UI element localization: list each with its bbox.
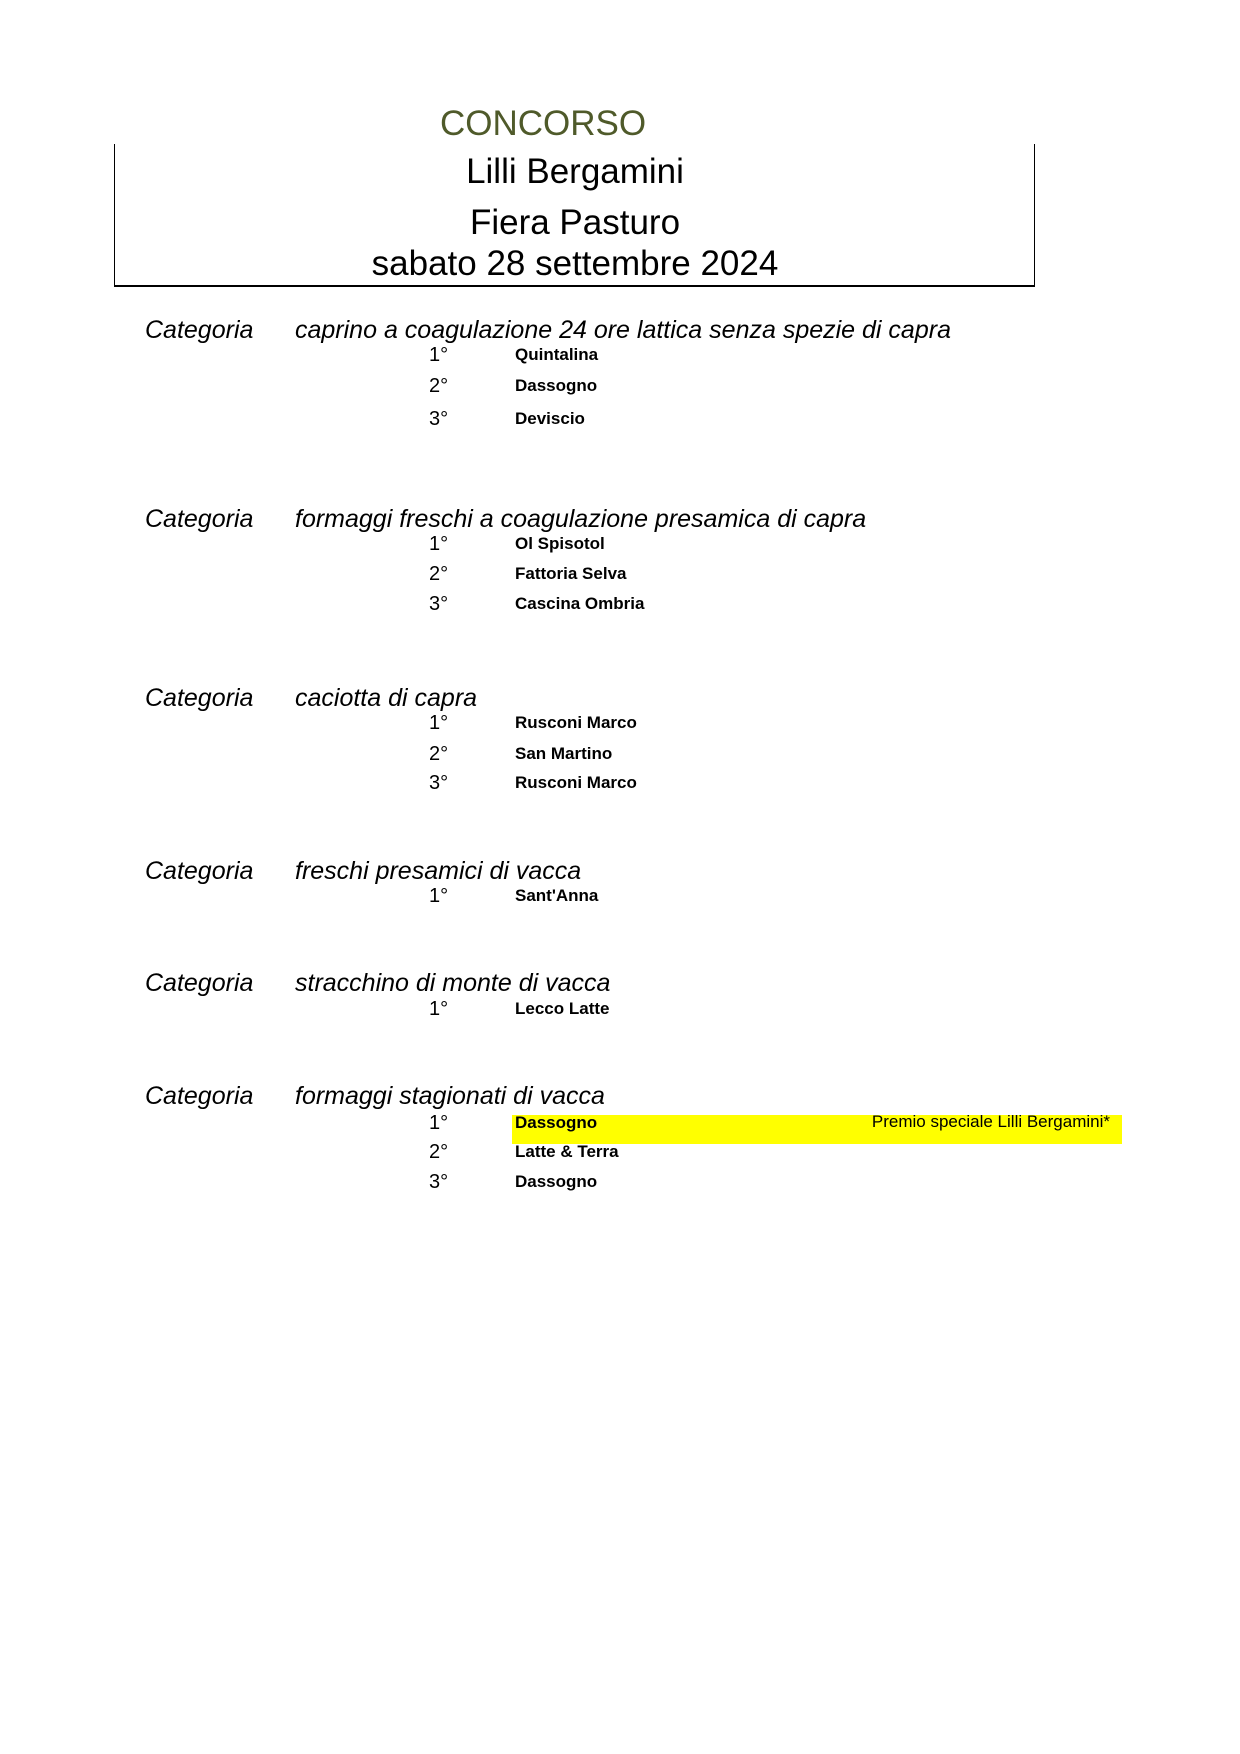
winner-name: Deviscio bbox=[515, 409, 585, 428]
rank: 3° bbox=[429, 772, 449, 794]
rank: 1° bbox=[429, 712, 449, 734]
winner-name: Latte & Terra bbox=[515, 1142, 619, 1161]
winner-name: Rusconi Marco bbox=[515, 713, 637, 732]
category-label: Categoria bbox=[145, 684, 254, 712]
contest-label: CONCORSO bbox=[440, 104, 647, 143]
winner-name: Rusconi Marco bbox=[515, 773, 637, 792]
rank: 2° bbox=[429, 743, 449, 765]
winner-name: Quintalina bbox=[515, 345, 599, 364]
category-label: Categoria bbox=[145, 969, 254, 997]
winner-name: Ol Spisotol bbox=[515, 534, 605, 553]
category-label: Categoria bbox=[145, 1082, 254, 1110]
rank: 1° bbox=[429, 533, 449, 555]
winner-name: Lecco Latte bbox=[515, 999, 610, 1018]
rank: 2° bbox=[429, 563, 449, 585]
winner-name: Sant'Anna bbox=[515, 886, 599, 905]
rank: 1° bbox=[429, 998, 449, 1020]
special-prize-note: Premio speciale Lilli Bergamini* bbox=[871, 1112, 1110, 1131]
category-name: formaggi stagionati di vacca bbox=[295, 1082, 605, 1110]
category-label: Categoria bbox=[145, 857, 254, 885]
category-name: freschi presamici di vacca bbox=[295, 857, 582, 885]
rank: 2° bbox=[429, 375, 449, 397]
category-name: stracchino di monte di vacca bbox=[295, 969, 611, 997]
rank: 2° bbox=[429, 1141, 449, 1163]
winner-name: Dassogno bbox=[515, 1172, 598, 1191]
rank: 1° bbox=[429, 344, 449, 366]
category-name: formaggi freschi a coagulazione presamica di capra bbox=[295, 505, 867, 533]
event-date: sabato 28 settembre 2024 bbox=[371, 244, 779, 283]
winner-name: Fattoria Selva bbox=[515, 564, 627, 583]
category-label: Categoria bbox=[145, 316, 254, 344]
category-label: Categoria bbox=[145, 505, 254, 533]
event-name: Fiera Pasturo bbox=[469, 203, 681, 242]
contest-name: Lilli Bergamini bbox=[466, 152, 684, 191]
rank: 3° bbox=[429, 1171, 449, 1193]
winner-name: Dassogno bbox=[515, 1113, 598, 1132]
category-name: caciotta di capra bbox=[295, 684, 478, 712]
rank: 1° bbox=[429, 1112, 449, 1134]
winner-name: San Martino bbox=[515, 744, 613, 763]
category-name: caprino a coagulazione 24 ore lattica senza spezie di capra bbox=[295, 316, 951, 344]
winner-name: Dassogno bbox=[515, 376, 598, 395]
winner-name: Cascina Ombria bbox=[515, 594, 645, 613]
rank: 3° bbox=[429, 408, 449, 430]
rank: 3° bbox=[429, 593, 449, 615]
rank: 1° bbox=[429, 885, 449, 907]
